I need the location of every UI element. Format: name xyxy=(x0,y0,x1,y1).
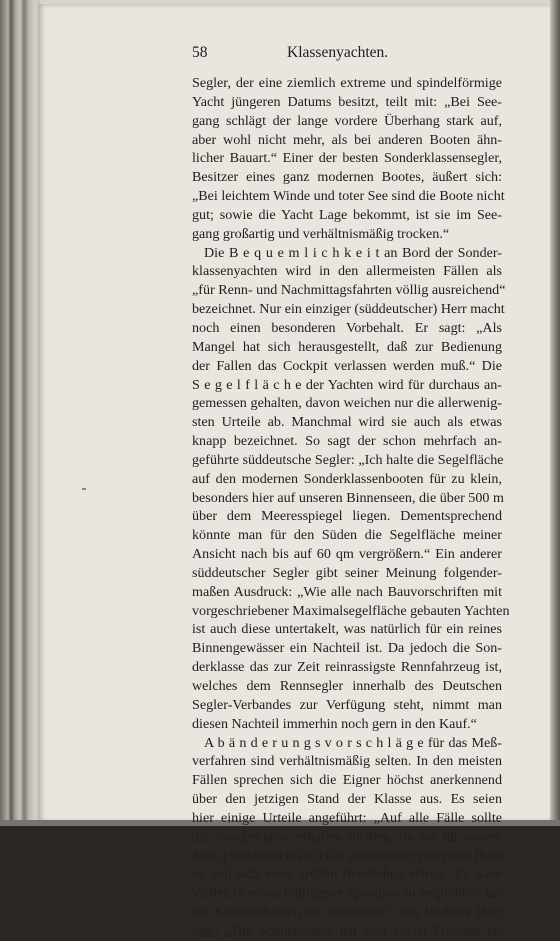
text-line: Segler, der eine ziemlich extreme und spindelförmige xyxy=(192,75,502,91)
text-line: knapp bezeichnet. So sagt der schon mehrfach an- xyxy=(192,433,502,450)
text-line: aber wohl nicht mehr, als bei anderen Booten ähn- xyxy=(192,131,502,148)
text-line: Ansicht nach bis auf 60 qm vergrößern.“ Ein anderer xyxy=(192,546,502,563)
running-title: Klassenyachten. xyxy=(287,44,389,61)
text-line: über dem Meeresspiegel liegen. Dementsprechend xyxy=(192,508,502,525)
text-line: diesen Nachteil immerhin noch gern in den Kauf.“ xyxy=(192,715,477,732)
text-line: ist und sich einer großen Beliebtheit erfreut. Es wäre xyxy=(192,866,502,883)
text-line: gut; sowie die Yacht Lage bekommt, ist sie im See- xyxy=(192,206,502,223)
text-line: klassenyachten wird in den allermeisten Fällen als xyxy=(192,263,502,280)
text-line: auf den modernen Sonderklassenbooten für zu klein, xyxy=(192,470,502,487)
text-line: derklasse das zur Zeit reinrassigste Rennfahrzeug ist, xyxy=(192,659,502,676)
text-line: Besitzer eines ganz modernen Bootes, äußert sich: xyxy=(192,169,502,186)
paper-speck xyxy=(82,488,86,490)
text-line: Yacht jüngeren Datums besitzt, teilt mit: „Bei See- xyxy=(192,93,502,110)
text-line: der Fallen das Cockpit verlassen werden muß.“ Die xyxy=(192,357,502,374)
body-text xyxy=(192,74,510,941)
text-line: die Eiseneinbauten zu vermeiden.“ Ein Berliner Herr xyxy=(192,904,502,921)
text-line: Mangel hat sich herausgestellt, daß zur Bedienung xyxy=(192,338,502,355)
text-line: Segler-Verbandes zur Verfügung steht, nimmt man xyxy=(192,696,502,713)
text-line: Fällen sprechen sich die Eigner höchst anerkennend xyxy=(192,772,502,789)
text-line: bezeichnet. Nur ein einziger (süddeutscher) Herr macht xyxy=(192,301,505,318)
text-line: sagt: „Die Sonderklasse hat sich soviel Freunde er- xyxy=(192,922,502,939)
text-line: die Sonderklasse erhalten bleiben, da sie für unsere xyxy=(192,828,502,845)
book-spine xyxy=(0,0,40,826)
text-line: Binnengewässer ein Nachteil ist. Da jedoch die Son- xyxy=(192,640,502,657)
right-page-edge xyxy=(550,0,560,826)
text-line: S e g e l f l ä c h e der Yachten wird für durchaus an- xyxy=(192,376,502,393)
text-line: hier einige Urteile angeführt: „Auf alle Fälle sollte xyxy=(192,809,502,826)
text-line: Die B e q u e m l i c h k e i t an Bord der Sonder- xyxy=(204,244,502,261)
text-line: maßen Ausdruck: „Wie alle nach Bauvorschriften mit xyxy=(192,583,502,600)
text-line: vorgeschriebener Maximalsegelfläche gebauten Yachten xyxy=(192,602,510,619)
text-line: A b ä n d e r u n g s v o r s c h l ä g e für das Meß- xyxy=(204,734,502,751)
text-line: sten Urteile ab. Manchmal wird sie auch als etwas xyxy=(192,414,502,431)
page-number: 58 xyxy=(192,44,208,61)
text-line: ist auch diese untertakelt, was natürlich für ein reines xyxy=(192,621,502,638)
text-line: „für Renn- und Nachmittagsfahrten völlig ausreichend“ xyxy=(192,282,506,299)
text-line: Seen (Süddeutschland) das am meisten geeignete Boot xyxy=(192,847,502,864)
text-line: welches dem Rennsegler innerhalb des Deutschen xyxy=(192,678,502,694)
text-line: geführte süddeutsche Segler: „Ich halte die Segelfläche xyxy=(192,451,504,468)
text-line: verfahren sind verhältnismäßig selten. In den meisten xyxy=(192,753,502,770)
text-line: süddeutscher Segler gibt seiner Meinung folgender- xyxy=(192,564,502,581)
text-line: vielleicht etwas kräftigerer Spantbau zu empfehlen, um xyxy=(192,885,504,902)
page-header xyxy=(192,44,502,64)
text-line: gemessen gehalten, davon weichen nur die allerwenig- xyxy=(192,395,502,412)
text-line: noch einen besonderen Vorbehalt. Er sagt: „Als xyxy=(192,319,502,336)
text-line: könnte man für den Süden die Segelfläche meiner xyxy=(192,527,502,544)
text-line: „Bei leichtem Winde und toter See sind die Boote nicht xyxy=(192,188,505,205)
text-line: gang großartig und verhältnismäßig trocken.“ xyxy=(192,225,450,242)
text-line: licher Bauart.“ Einer der besten Sonderklassensegler, xyxy=(192,150,502,167)
text-line: besonders hier auf unseren Binnenseen, die über 500 m xyxy=(192,489,504,506)
text-line: gang schlägt der lange vordere Überhang stark auf, xyxy=(192,112,502,129)
text-line: über den jetzigen Stand der Klasse aus. Es seien xyxy=(192,791,502,808)
